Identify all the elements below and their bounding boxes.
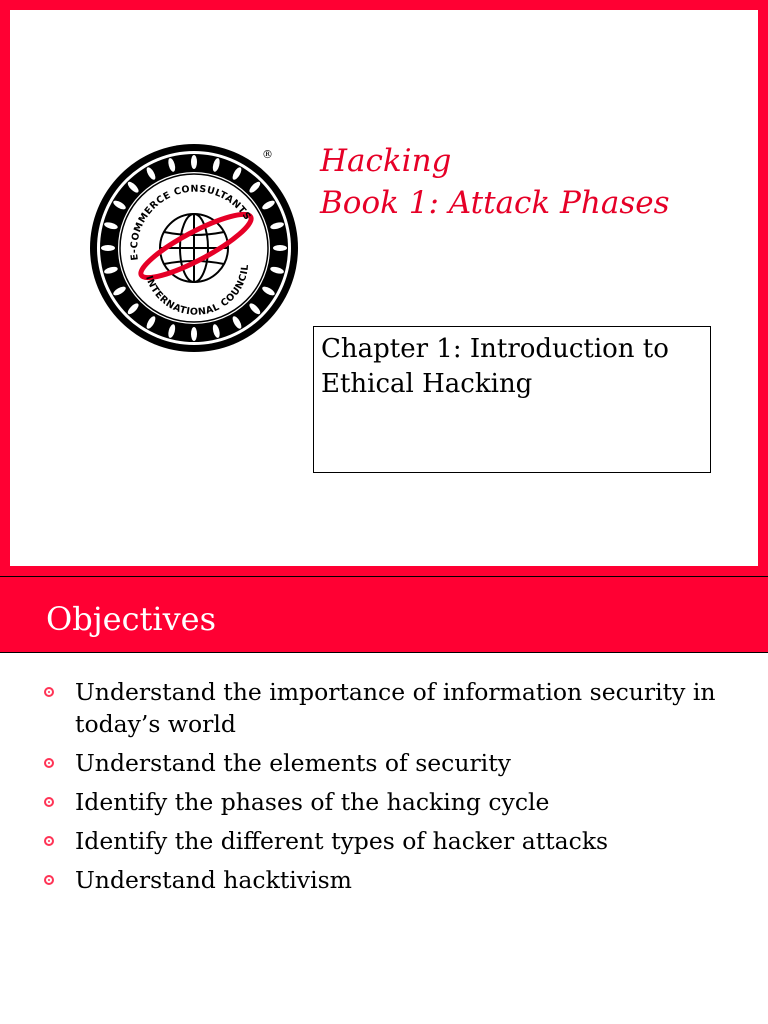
circle-bullet-icon [44,836,54,846]
objective-text: Identify the different types of hacker attacks [75,827,609,855]
circle-bullet-icon [44,687,54,697]
objective-text: Identify the phases of the hacking cycle [75,788,550,816]
objective-item [44,864,734,896]
objective-item [44,676,734,740]
objective-item [44,825,734,857]
ec-council-seal-logo [88,142,300,354]
objectives-title: Objectives [46,600,217,638]
chapter-textbox: Chapter 1: Introduction to Ethical Hacking [313,326,711,473]
svg-text:E-COMMERCE CONSULTANTS: E-COMMERCE CONSULTANTS [129,183,253,261]
objectives-list [44,676,734,903]
objectives-slide [0,576,768,1024]
book-subtitle: Book 1: Attack Phases [320,185,670,221]
circle-bullet-icon [44,797,54,807]
objective-text: Understand the importance of information security in today’s world [75,678,716,738]
objective-item [44,747,734,779]
svg-text:INTERNATIONAL COUNCIL: INTERNATIONAL COUNCIL [143,263,252,318]
circle-bullet-icon [44,875,54,885]
objective-text: Understand the elements of security [75,749,511,777]
objectives-header-bar [0,576,768,653]
presentation-title: Hacking [320,143,452,179]
objective-text: Understand hacktivism [75,866,352,894]
objective-item [44,786,734,818]
circle-bullet-icon [44,758,54,768]
registered-mark: ® [262,148,273,161]
